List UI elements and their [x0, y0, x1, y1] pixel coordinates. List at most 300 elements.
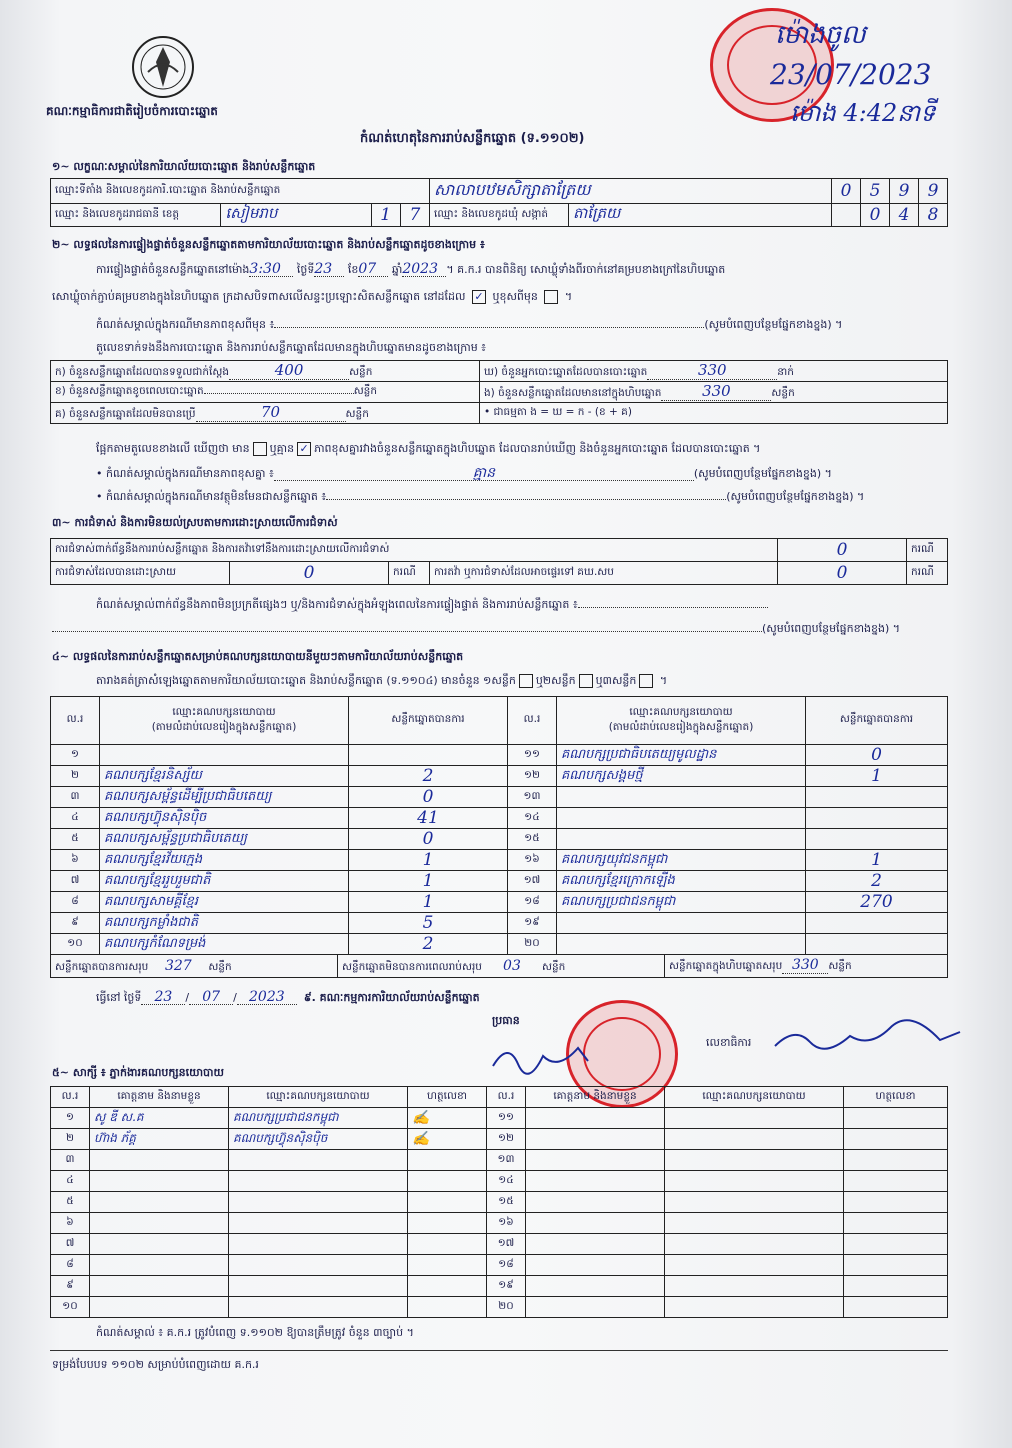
checkbox-same-checked[interactable]: ✓ — [472, 290, 486, 304]
unit: សន្លឹក — [771, 387, 795, 399]
witness-party — [665, 1192, 844, 1213]
case-unit: ករណី — [907, 539, 948, 562]
unit: សន្លឹក — [353, 384, 378, 397]
row-number: ២ — [51, 766, 100, 787]
checkbox-1-sheet[interactable] — [519, 674, 533, 688]
figure-ngo-value: 330 — [661, 382, 771, 401]
party-votes — [806, 787, 948, 808]
table-row — [51, 913, 948, 934]
s3-r1-value: 0 — [778, 539, 907, 562]
witness-name — [90, 1213, 229, 1234]
witness-signature — [844, 1297, 948, 1318]
party-votes — [806, 934, 948, 955]
s3-heading: ៣~ ការជំទាស់ និងការមិនយល់ស្របតាមការដោះស្រាយលើការជំទាស់ — [52, 516, 338, 529]
witness-signature — [408, 1255, 487, 1276]
witness-signature: ✍ — [408, 1129, 487, 1150]
text: ឬខុសពីមុន — [492, 290, 538, 303]
s2-line7 — [96, 490, 864, 504]
s1-r1-value: សាលាបឋមសិក្សាតាត្រែយ — [430, 179, 832, 204]
witness-party — [665, 1129, 844, 1150]
witness-party — [665, 1297, 844, 1318]
figure-ngo-label: ង) ចំនួនសន្លឹកឆ្នោតដែលមាននៅក្នុងហិបឆ្នោត — [484, 387, 662, 399]
witness-name — [90, 1150, 229, 1171]
s2-line1 — [96, 262, 725, 277]
witness-party — [229, 1234, 408, 1255]
s1-heading: ១~ លក្ខណៈសម្គាល់នៃការិយាល័យបោះឆ្នោត និងរាប់សន្លឹកឆ្នោត — [52, 160, 316, 173]
witness-party — [665, 1108, 844, 1129]
org-name: គណៈកម្មាធិការជាតិរៀបចំការបោះឆ្នោត — [46, 104, 218, 118]
secretary-signature-icon — [770, 1018, 970, 1058]
dotted-line — [326, 499, 726, 500]
text: ខែ — [347, 263, 359, 276]
s5-rows — [51, 1108, 948, 1318]
row-number: ១០ — [51, 934, 100, 955]
checkbox-different[interactable] — [544, 290, 558, 304]
figure-kha-value — [204, 393, 354, 394]
row-number: ១១ — [487, 1108, 526, 1129]
witness-name — [90, 1192, 229, 1213]
s4-rows — [51, 745, 948, 955]
text: • កំណត់សម្គាល់ក្នុងករណីមានភាពខុសគ្នា ៖ — [96, 467, 274, 480]
s2-figures-table — [50, 360, 948, 424]
party-name — [557, 787, 806, 808]
table-row — [51, 850, 948, 871]
s3-r3-value: 0 — [778, 562, 907, 585]
checkbox-3-sheets[interactable] — [639, 674, 653, 688]
s3-note-line2 — [52, 622, 900, 636]
witness-party — [665, 1171, 844, 1192]
witness-name — [526, 1276, 665, 1297]
s2-line4: តួលេខទាក់ទងនឹងការបោះឆ្នោត និងការរាប់សន្លឹកឆ្នោតដែលមានក្នុងហិបឆ្នោតមានដូចខាងក្រោម ៖ — [96, 341, 487, 354]
s3-r2-label: ការជំទាស់ដែលបានដោះស្រាយ — [51, 562, 230, 585]
witness-signature — [408, 1213, 487, 1234]
text: (តាមលំដាប់លេខរៀងក្នុងសន្លឹកឆ្នោត) — [608, 720, 754, 733]
col-header-sign: ហត្ថលេខា — [844, 1087, 948, 1108]
party-name: គណបក្សខ្មែរវ័យក្មេង — [100, 850, 349, 871]
s3-table — [50, 538, 948, 585]
witness-name — [526, 1213, 665, 1234]
total-invalid-value: 03 — [482, 955, 542, 978]
s5-witness-table — [50, 1086, 948, 1318]
commune-value: តាត្រែយ — [569, 204, 832, 227]
row-number: ២០ — [487, 1297, 526, 1318]
unit: សន្លឹក — [345, 408, 369, 420]
party-name: គណបក្សសម្ព័ន្ធដើម្បីប្រជាធិបតេយ្យ — [100, 787, 349, 808]
total-box-value: 330 — [782, 957, 828, 974]
table-row — [51, 766, 948, 787]
row-number: ១៦ — [487, 1213, 526, 1234]
s5-note: កំណត់សម្គាល់ ៖ គ.ក.រ ត្រូវបំពេញ ទ.១១០២ ឱ្យបានត្រឹមត្រូវ ចំនួន ៣ច្បាប់ ។ — [96, 1326, 414, 1339]
party-votes — [349, 745, 508, 766]
figure-kho-label: ឃ) ចំនួនអ្នកបោះឆ្នោតដែលបានបោះឆ្នោត — [484, 366, 648, 378]
witness-name — [90, 1171, 229, 1192]
s1-table — [50, 178, 948, 227]
s4-sub: តារាងគត់ត្រាសំឡេងឆ្នោតតាមការិយាល័យបោះឆ្នោត និងរាប់សន្លឹកឆ្នោត (ទ.១១០៤) មានចំនួន ១សន្លឹក ឬ២សន្លឹក ឬ៣សន្លឹក ។ — [96, 674, 668, 687]
difference-note: គ្មាន — [274, 466, 694, 481]
party-name: គណបក្សយុវជនកម្ពុជា — [557, 850, 806, 871]
witness-name: សូ ឌី ស.គ — [90, 1108, 229, 1129]
row-number: ៥ — [51, 829, 100, 850]
row-number: ១២ — [487, 1129, 526, 1150]
witness-signature — [844, 1276, 948, 1297]
checkbox-has-difference[interactable] — [253, 442, 267, 456]
text: ។ គ.ក.រ បានពិនិត្យ សោឃ្លុំទាំងពីរចាក់នៅគម្របខាងក្រៅនៃហិបឆ្នោត — [446, 263, 726, 276]
secretary-label: លេខាធិការ — [706, 1036, 752, 1049]
s3-note — [96, 598, 768, 612]
unit: សន្លឹក — [541, 961, 566, 973]
text: ការផ្ទៀងផ្ទាត់ចំនួនសន្លឹកឆ្នោតនៅម៉ោង — [96, 263, 250, 276]
table-row — [51, 1129, 948, 1150]
text: ឬ៣សន្លឹក — [595, 674, 637, 687]
witness-signature — [408, 1276, 487, 1297]
col-header-no: ល.រ — [51, 1087, 90, 1108]
col-header-votes: សន្លឹកឆ្នោតបានការ — [806, 697, 948, 745]
table-row — [51, 1276, 948, 1297]
receipt-time: ម៉ោង 4:42នាទី — [790, 99, 936, 127]
witness-name — [526, 1255, 665, 1276]
row-number: ១៥ — [487, 1192, 526, 1213]
verify-year: 2023 — [402, 262, 446, 277]
row-number: ១ — [51, 1108, 90, 1129]
col-header-name: គោត្តនាម និងនាមខ្លួន — [526, 1087, 665, 1108]
party-name: គណបក្សកម្លាំងជាតិ — [100, 913, 349, 934]
s1-digit: 9 — [919, 179, 948, 204]
party-name: គណបក្សសម្ព័ន្ធប្រជាធិបតេយ្យ — [100, 829, 349, 850]
table-row — [51, 745, 948, 766]
province-label: ឈ្មោះ និងលេខកូដរាជធានី ខេត្ត — [51, 204, 221, 227]
checkbox-no-difference-checked[interactable]: ✓ — [297, 442, 311, 456]
col-header-name: គោត្តនាម និងនាមខ្លួន — [90, 1087, 229, 1108]
unit: សន្លឹក — [208, 961, 232, 973]
chair-signature-icon — [488, 1036, 598, 1076]
row-number: ១៨ — [487, 1255, 526, 1276]
sign-year: 2023 — [237, 990, 297, 1005]
table-row — [51, 1234, 948, 1255]
witness-signature — [844, 1171, 948, 1192]
witness-signature — [844, 1192, 948, 1213]
sign-month: 07 — [189, 990, 233, 1005]
verify-day: 23 — [314, 262, 344, 277]
s5-heading: ៥~ សាក្សី ៖ ភ្នាក់ងារគណបក្សនយោបាយ — [52, 1066, 225, 1079]
party-name: គណបក្សខ្មែរក្រោកឡើង — [557, 871, 806, 892]
figure-ka-label: ក) ចំនួនសន្លឹកឆ្នោតដែលបានទទួលជាក់ស្តែង — [55, 366, 230, 378]
witness-party — [665, 1234, 844, 1255]
witness-signature: ✍ — [408, 1108, 487, 1129]
row-number: ៦ — [51, 850, 100, 871]
case-unit: ករណី — [907, 562, 948, 585]
figure-ko-label: គ) ចំនួនសន្លឹកឆ្នោតដែលមិនបានប្រើ — [55, 408, 196, 420]
s1-digit: 0 — [832, 179, 861, 204]
row-number: ៩ — [51, 1276, 90, 1297]
witness-party — [229, 1150, 408, 1171]
province-value: សៀមរាប — [221, 204, 371, 227]
row-number: ៨ — [51, 892, 100, 913]
table-row — [51, 1213, 948, 1234]
province-code: 1 — [371, 204, 400, 227]
witness-party — [229, 1255, 408, 1276]
witness-signature — [844, 1129, 948, 1150]
receipt-date: 23/07/2023 — [770, 58, 932, 91]
row-number: ៣ — [51, 787, 100, 808]
figure-kha-label: ខ) ចំនួនសន្លឹកឆ្នោតខូចពេលបោះឆ្នោត — [55, 384, 204, 397]
total-invalid-label: សន្លឹកឆ្នោតមិនបានការពេលរាប់សរុប — [342, 961, 482, 973]
witness-signature — [844, 1108, 948, 1129]
text: (សូមបំពេញបន្ថែមផ្នែកខាងខ្នង) ។ — [726, 490, 865, 503]
witness-name — [90, 1276, 229, 1297]
witness-party — [229, 1276, 408, 1297]
party-votes: 1 — [349, 871, 508, 892]
text: ឈ្មោះគណបក្សនយោបាយ — [629, 705, 733, 718]
dotted-line — [274, 327, 704, 328]
party-votes: 1 — [806, 850, 948, 871]
verify-month: 07 — [358, 262, 388, 277]
witness-name — [90, 1297, 229, 1318]
formula: • ជាធម្មតា ង = ឃ = ក - (ខ + គ) — [480, 403, 948, 424]
witness-name — [526, 1297, 665, 1318]
party-name — [557, 934, 806, 955]
party-votes: 1 — [349, 850, 508, 871]
figure-kho-value: 330 — [647, 361, 777, 380]
row-number: ២ — [51, 1129, 90, 1150]
witness-signature — [844, 1255, 948, 1276]
row-number: ១៩ — [487, 1276, 526, 1297]
witness-signature — [408, 1171, 487, 1192]
party-name: គណបក្សសង្គមថ្មី — [557, 766, 806, 787]
s3-r3-label: ការតវ៉ា ឬការជំទាស់ដែលអាចផ្ទេរទៅ គឃ.សប — [430, 562, 778, 585]
committee-label: ៩. គណៈកម្មការការិយាល័យរាប់សន្លឹកឆ្នោត — [303, 991, 480, 1004]
s3-r1-label: ការជំទាស់ពាក់ព័ន្ធនឹងការរាប់សន្លឹកឆ្នោត និងការតវ៉ាទៅនឹងការដោះស្រាយលើការជំទាស់ — [51, 539, 778, 562]
row-number: ១៤ — [487, 1171, 526, 1192]
witness-party: គណបក្សប្រជាជនកម្ពុជា — [229, 1108, 408, 1129]
party-votes: 270 — [806, 892, 948, 913]
party-name: គណបក្សសាមគ្គីខ្មែរ — [100, 892, 349, 913]
table-row — [51, 1297, 948, 1318]
row-number: ១៨ — [508, 892, 557, 913]
verify-time: 3:30 — [249, 262, 293, 277]
col-header-no: ល.រ — [51, 697, 100, 745]
party-votes: 0 — [806, 745, 948, 766]
row-number: ៣ — [51, 1150, 90, 1171]
s4-results-table — [50, 696, 948, 978]
col-header-party — [557, 697, 806, 745]
row-number: ៤ — [51, 808, 100, 829]
party-name — [100, 745, 349, 766]
col-header-no: ល.រ — [508, 697, 557, 745]
row-number: ៦ — [51, 1213, 90, 1234]
checkbox-2-sheets[interactable] — [579, 674, 593, 688]
text: ឈ្មោះគណបក្សនយោបាយ — [172, 705, 276, 718]
table-row — [51, 808, 948, 829]
witness-name — [526, 1108, 665, 1129]
total-valid-label: សន្លឹកឆ្នោតបានការសរុប — [55, 961, 149, 973]
commune-label: ឈ្មោះ និងលេខកូដឃុំ សង្កាត់ — [430, 204, 569, 227]
table-row — [51, 871, 948, 892]
table-row — [51, 1192, 948, 1213]
text: ផ្អែកតាមតួលេខខាងលើ ឃើញថា មាន — [96, 442, 250, 455]
row-number: ៧ — [51, 1234, 90, 1255]
s4-date: ធ្វើនៅ ថ្ងៃទី 23 / 07 / 2023 ៩. គណៈកម្មការការិយាល័យរាប់សន្លឹកឆ្នោត — [96, 989, 480, 1005]
witness-signature — [408, 1192, 487, 1213]
witness-signature — [844, 1213, 948, 1234]
page-title: កំណត់ហេតុនៃការរាប់សន្លឹកឆ្នោត (ទ.១១០២) — [360, 131, 585, 146]
total-valid-value: 327 — [148, 955, 208, 978]
s4-heading: ៤~ លទ្ធផលនៃការរាប់សន្លឹកឆ្នោតសម្រាប់គណបក្សនយោបាយនីមួយៗតាមការិយាល័យរាប់សន្លឹកឆ្នោត — [52, 650, 464, 663]
party-votes: 0 — [349, 829, 508, 850]
row-number: ១៧ — [487, 1234, 526, 1255]
table-row — [51, 934, 948, 955]
total-box-label: សន្លឹកឆ្នោតក្នុងហិបឆ្នោតសរុប — [669, 960, 783, 972]
s3-r2-value: 0 — [230, 562, 389, 585]
party-votes — [806, 808, 948, 829]
figure-ko-value: 70 — [196, 403, 346, 422]
row-number: ២០ — [508, 934, 557, 955]
commune-code: 4 — [890, 204, 919, 227]
col-header-party — [100, 697, 349, 745]
footer-text: ទម្រង់បែបបទ ១១០២ សម្រាប់បំពេញដោយ គ.ក.រ — [52, 1358, 259, 1371]
party-name — [557, 913, 806, 934]
s4-totals-row — [51, 955, 948, 978]
text: កំណត់សម្គាល់ក្នុងករណីមានភាពខុសពីមុន ៖ — [96, 318, 275, 331]
col-header-no: ល.រ — [487, 1087, 526, 1108]
party-name — [557, 808, 806, 829]
case-unit: ករណី — [389, 562, 430, 585]
party-votes: 1 — [349, 892, 508, 913]
table-row — [51, 1108, 948, 1129]
party-votes: 2 — [349, 934, 508, 955]
witness-signature — [844, 1234, 948, 1255]
footer-divider — [50, 1350, 948, 1351]
text: ឆ្នាំ — [391, 263, 403, 276]
party-votes: 2 — [349, 766, 508, 787]
col-header-sign: ហត្ថលេខា — [408, 1087, 487, 1108]
sign-day: 23 — [141, 990, 185, 1005]
text: ឬគ្មាន — [269, 442, 295, 455]
row-number: ៤ — [51, 1171, 90, 1192]
party-name: គណបក្សខ្មែរនិស្ស័យ — [100, 766, 349, 787]
unit: សន្លឹក — [349, 366, 373, 378]
witness-signature — [408, 1234, 487, 1255]
s1-digit: 5 — [861, 179, 890, 204]
text: ថ្ងៃទី — [296, 263, 315, 276]
table-row — [51, 787, 948, 808]
party-votes: 1 — [806, 766, 948, 787]
party-votes — [806, 829, 948, 850]
witness-signature — [408, 1297, 487, 1318]
text: សោឃ្លុំចាក់ភ្ជាប់គម្របខាងក្នុងនៃហិបឆ្នោត ក្រដាសបិទពាសលើសន្ទះប្រឡោះសិតសន្លឹកឆ្នោត នៅដដែល — [52, 290, 466, 303]
s2-heading: ២~ លទ្ធផលនៃការផ្ទៀងផ្ទាត់ចំនួនសន្លឹកឆ្នោតតាមការិយាល័យបោះឆ្នោត និងរាប់សន្លឹកឆ្នោតដូចខាងក្រោម ៖ — [52, 238, 485, 251]
text: កំណត់សម្គាល់ពាក់ព័ន្ធនឹងភាពមិនប្រក្រតីផ្សេងៗ ឬ/និងការជំទាស់ក្នុងអំឡុងពេលនៃការផ្ទៀងផ្ទាត់ និងការរាប់សន្លឹកឆ្នោត ៖ — [96, 598, 578, 611]
table-row — [51, 1255, 948, 1276]
province-code: 7 — [400, 204, 429, 227]
text: (តាមលំដាប់លេខរៀងក្នុងសន្លឹកឆ្នោត) — [151, 720, 297, 733]
row-number: ៧ — [51, 871, 100, 892]
row-number: ៨ — [51, 1255, 90, 1276]
witness-party: គណបក្សហ៊្វុនស៊ិនប៉ិច — [229, 1129, 408, 1150]
party-name: គណបក្សខ្មែររួបរួមជាតិ — [100, 871, 349, 892]
party-name: គណបក្សហ៊្វុនស៊ិនប៉ិច — [100, 808, 349, 829]
witness-signature — [844, 1150, 948, 1171]
party-name: គណបក្សប្រជាធិបតេយ្យមូលដ្ឋាន — [557, 745, 806, 766]
row-number: ១៥ — [508, 829, 557, 850]
witness-name — [526, 1234, 665, 1255]
row-number: ១១ — [508, 745, 557, 766]
empty-cell — [832, 204, 861, 227]
row-number: ១០ — [51, 1297, 90, 1318]
unit: សន្លឹក — [828, 960, 852, 972]
dotted-line — [578, 607, 768, 608]
witness-name: ហ៊ាង ភ័គ្គ — [90, 1129, 229, 1150]
dotted-line — [52, 631, 762, 632]
witness-party — [229, 1297, 408, 1318]
s2-line5 — [96, 442, 760, 456]
party-votes: 5 — [349, 913, 508, 934]
table-row — [51, 829, 948, 850]
witness-party — [665, 1150, 844, 1171]
text: ភាពខុសគ្នារវាងចំនួនសន្លឹកឆ្នោតក្នុងហិបឆ្នោត ដែលបានរាប់ឃើញ និងចំនួនអ្នកបោះឆ្នោត ដែលបានបោះឆ្នោត ។ — [314, 442, 761, 455]
s1-r1-label: ឈ្មោះទីតាំង និងលេខកូដការិ.បោះឆ្នោត និងរាប់សន្លឹកឆ្នោត — [51, 179, 430, 204]
col-header-votes: សន្លឹកឆ្នោតបានការ — [349, 697, 508, 745]
nec-emblem-icon — [128, 32, 198, 102]
receipt-label: ម៉ោងចូល — [775, 20, 866, 50]
party-name: គណបក្សប្រជាជនកម្ពុជា — [557, 892, 806, 913]
party-votes: 41 — [349, 808, 508, 829]
unit: នាក់ — [777, 366, 794, 378]
row-number: ១៧ — [508, 871, 557, 892]
table-row — [51, 892, 948, 913]
row-number: ១៦ — [508, 850, 557, 871]
text: ឬ២សន្លឹក — [535, 674, 576, 687]
text: • កំណត់សម្គាល់ក្នុងករណីមានវត្ថុមិនមែនជាសន្លឹកឆ្នោត ៖ — [96, 490, 327, 503]
witness-party — [665, 1213, 844, 1234]
party-votes: 2 — [806, 871, 948, 892]
commune-code: 0 — [861, 204, 890, 227]
table-row — [51, 1171, 948, 1192]
witness-signature — [408, 1150, 487, 1171]
witness-name — [90, 1234, 229, 1255]
col-header-party: ឈ្មោះគណបក្សនយោបាយ — [229, 1087, 408, 1108]
party-name — [557, 829, 806, 850]
witness-party — [665, 1255, 844, 1276]
s2-line2: សោឃ្លុំចាក់ភ្ជាប់គម្របខាងក្នុងនៃហិបឆ្នោត ក្រដាសបិទពាសលើសន្ទះប្រឡោះសិតសន្លឹកឆ្នោត នៅដដែល ✓ ឬខុសពីមុន ។ — [52, 290, 573, 303]
row-number: ១២ — [508, 766, 557, 787]
s2-line6 — [96, 466, 832, 481]
row-number: ៥ — [51, 1192, 90, 1213]
witness-name — [526, 1192, 665, 1213]
row-number: ១៣ — [487, 1150, 526, 1171]
witness-party — [229, 1213, 408, 1234]
s1-digit: 9 — [890, 179, 919, 204]
row-number: ១៩ — [508, 913, 557, 934]
row-number: ១៤ — [508, 808, 557, 829]
party-votes — [806, 913, 948, 934]
party-votes: 0 — [349, 787, 508, 808]
party-name: គណបក្សកំណែទម្រង់ — [100, 934, 349, 955]
witness-name — [526, 1171, 665, 1192]
commune-code: 8 — [919, 204, 948, 227]
figure-ka-value: 400 — [229, 361, 349, 380]
s2-line3 — [96, 318, 842, 332]
text: (សូមបំពេញបន្ថែមផ្នែកខាងខ្នង) ។ — [762, 622, 901, 635]
text: តារាងគត់ត្រាសំឡេងឆ្នោតតាមការិយាល័យបោះឆ្នោត និងរាប់សន្លឹកឆ្នោត (ទ.១១០៤) មានចំនួន ១សន្លឹក — [96, 674, 516, 687]
witness-name — [526, 1129, 665, 1150]
text: (សូមបំពេញបន្ថែមផ្នែកខាងខ្នង) ។ — [704, 318, 843, 331]
witness-party — [229, 1192, 408, 1213]
witness-name — [526, 1150, 665, 1171]
witness-party — [665, 1276, 844, 1297]
col-header-party: ឈ្មោះគណបក្សនយោបាយ — [665, 1087, 844, 1108]
row-number: ១ — [51, 745, 100, 766]
witness-name — [90, 1255, 229, 1276]
